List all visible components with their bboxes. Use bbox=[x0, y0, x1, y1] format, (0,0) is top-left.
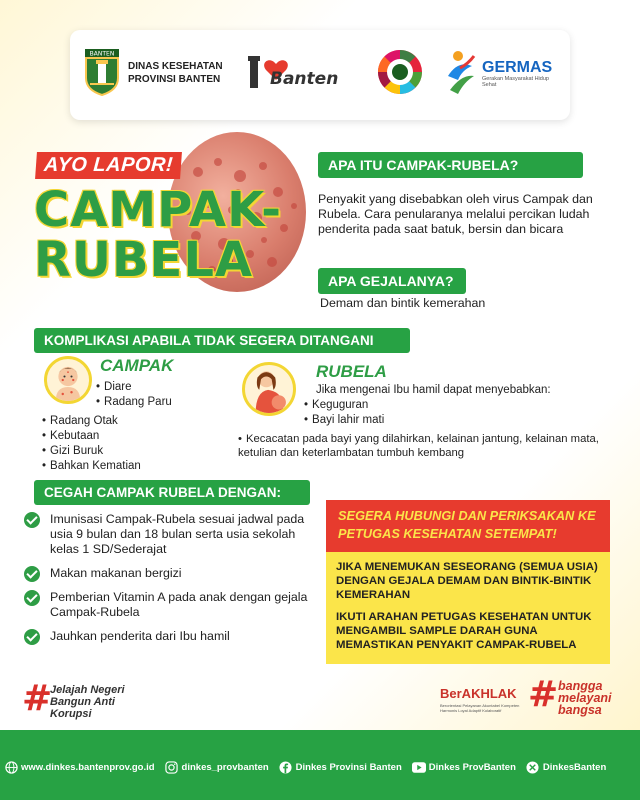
sdg-wheel-logo bbox=[376, 48, 424, 96]
symptoms-heading: APA GEJALANYA? bbox=[318, 268, 466, 294]
complications-heading: KOMPLIKASI APABILA TIDAK SEGERA DITANGANI bbox=[34, 328, 410, 353]
prevention-item-text: Makan makanan bergizi bbox=[50, 566, 182, 580]
footer-links bbox=[4, 760, 640, 774]
tagline-badge: AYO LAPOR! bbox=[35, 152, 182, 179]
facebook-text: Dinkes Provinsi Banten bbox=[295, 761, 402, 773]
list-item: • Keguguran bbox=[304, 398, 384, 413]
rubela-list bbox=[304, 398, 384, 428]
x-icon bbox=[526, 760, 540, 774]
website-text: www.dinkes.bantenprov.go.id bbox=[21, 761, 155, 773]
org-name-line1: DINAS KESEHATAN bbox=[128, 61, 223, 72]
title-line2: RUBELA bbox=[34, 232, 254, 288]
prevention-heading: CEGAH CAMPAK RUBELA DENGAN: bbox=[34, 480, 310, 505]
org-name-line2: PROVINSI BANTEN bbox=[128, 74, 221, 85]
x-link[interactable] bbox=[526, 760, 606, 774]
org-name bbox=[128, 60, 223, 86]
germas-sub: Gerakan Masyarakat Hidup Sehat bbox=[482, 76, 549, 88]
instagram-link[interactable] bbox=[165, 760, 269, 774]
rubela-intro: Jika mengenai Ibu hamil dapat menyebabkan: bbox=[316, 384, 551, 396]
website-link[interactable] bbox=[4, 760, 155, 774]
prevention-list bbox=[24, 512, 314, 653]
banten-crest-logo bbox=[82, 48, 122, 96]
facebook-link[interactable] bbox=[279, 760, 402, 774]
bangga-line3: bangsa bbox=[558, 703, 602, 717]
berakhlak-sub: Berorientasi Pelayanan Akuntabel Kompeten Harmonis Loyal Adaptif Kolaboratif bbox=[440, 703, 520, 713]
youtube-icon bbox=[412, 760, 426, 774]
prevention-item-text: Pemberian Vitamin A pada anak dengan gejala Campak-Rubela bbox=[50, 590, 308, 619]
x-text: DinkesBanten bbox=[542, 761, 607, 773]
jelajah-hash-icon: # bbox=[22, 678, 53, 719]
alert-heading-line1: SEGERA HUBUNGI DAN PERIKSAKAN KE bbox=[338, 508, 596, 523]
alert-heading bbox=[326, 500, 610, 552]
prevention-item-text: Imunisasi Campak-Rubela sesuai jadwal pada usia 9 bulan dan 18 bulan serta usia sekolah kelas 1 SD/Sederajat bbox=[50, 512, 305, 556]
what-is-heading: APA ITU CAMPAK-RUBELA? bbox=[318, 152, 583, 178]
campak-list-outer bbox=[42, 414, 141, 474]
jelajah-line2: Bangun Anti bbox=[50, 696, 115, 708]
symptoms-body: Demam dan bintik kemerahan bbox=[320, 296, 486, 310]
jelajah-line3: Korupsi bbox=[50, 708, 92, 720]
bangga-line1: bangga bbox=[558, 679, 603, 693]
title-line1: CAMPAK- bbox=[34, 182, 283, 238]
campak-title: CAMPAK bbox=[100, 356, 174, 375]
crest-text: BANTEN bbox=[89, 50, 115, 58]
prevention-item-text: Jauhkan penderita dari Ibu hamil bbox=[50, 629, 230, 643]
rubela-extra-list bbox=[238, 432, 634, 460]
check-icon bbox=[24, 590, 40, 606]
list-item bbox=[24, 590, 314, 620]
child-avatar bbox=[44, 356, 92, 404]
list-item: • Radang Otak bbox=[42, 414, 141, 429]
list-item bbox=[24, 629, 314, 644]
check-icon bbox=[24, 629, 40, 645]
list-item: • Kebutaan bbox=[42, 429, 141, 444]
list-item: • Bayi lahir mati bbox=[304, 413, 384, 428]
germas-logo bbox=[444, 46, 564, 98]
list-item: • Gizi Buruk bbox=[42, 444, 141, 459]
germas-title: GERMAS bbox=[482, 59, 553, 76]
alert-heading-line2: PETUGAS KESEHATAN SETEMPAT! bbox=[338, 526, 557, 541]
list-item: • Kecacatan pada bayi yang dilahirkan, kelainan jantung, kelainan mata, ketulian dan keterlambatan tumbuh kembang bbox=[238, 432, 634, 460]
bangga-hash-icon: # bbox=[528, 674, 559, 715]
alert-paragraph-1: JIKA MENEMUKAN SESEORANG (SEMUA USIA) DENGAN GEJALA DEMAM DAN BINTIK-BINTIK KEMERAHAN bbox=[336, 561, 598, 601]
check-icon bbox=[24, 512, 40, 528]
alert-paragraph-2: IKUTI ARAHAN PETUGAS KESEHATAN UNTUK MENGAMBIL SAMPLE DARAH GUNA MEMASTIKAN PENYAKIT CAMPAK-RUBELA bbox=[336, 611, 592, 651]
instagram-icon bbox=[165, 760, 179, 774]
check-icon bbox=[24, 566, 40, 582]
campak-list-inner bbox=[96, 380, 172, 410]
list-item: • Bahkan Kematian bbox=[42, 459, 141, 474]
bangga-line2: melayani bbox=[558, 691, 612, 705]
globe-icon bbox=[4, 760, 18, 774]
list-item bbox=[24, 566, 314, 581]
banten-logo-text: Banten bbox=[270, 69, 339, 89]
youtube-text: Dinkes ProvBanten bbox=[428, 761, 516, 773]
pregnant-woman-avatar bbox=[242, 362, 296, 416]
rubela-title: RUBELA bbox=[316, 362, 387, 381]
bangga-melayani-bangsa-logo bbox=[558, 680, 612, 716]
list-item: • Radang Paru bbox=[96, 395, 172, 410]
berakhlak-logo: BerAKHLAK bbox=[440, 686, 517, 701]
facebook-icon bbox=[279, 760, 293, 774]
jelajah-line1: Jelajah Negeri bbox=[50, 684, 125, 696]
list-item: • Diare bbox=[96, 380, 172, 395]
list-item bbox=[24, 512, 314, 557]
jelajah-negeri-logo bbox=[50, 684, 125, 720]
banten-brand-logo bbox=[246, 52, 356, 92]
youtube-link[interactable] bbox=[412, 760, 516, 774]
what-is-body: Penyakit yang disebabkan oleh virus Campak dan Rubela. Cara penularanya melalui percikan ludah penderita pada saat batuk, bersin dan bicara bbox=[318, 192, 593, 236]
instagram-text: dinkes_provbanten bbox=[181, 761, 269, 773]
